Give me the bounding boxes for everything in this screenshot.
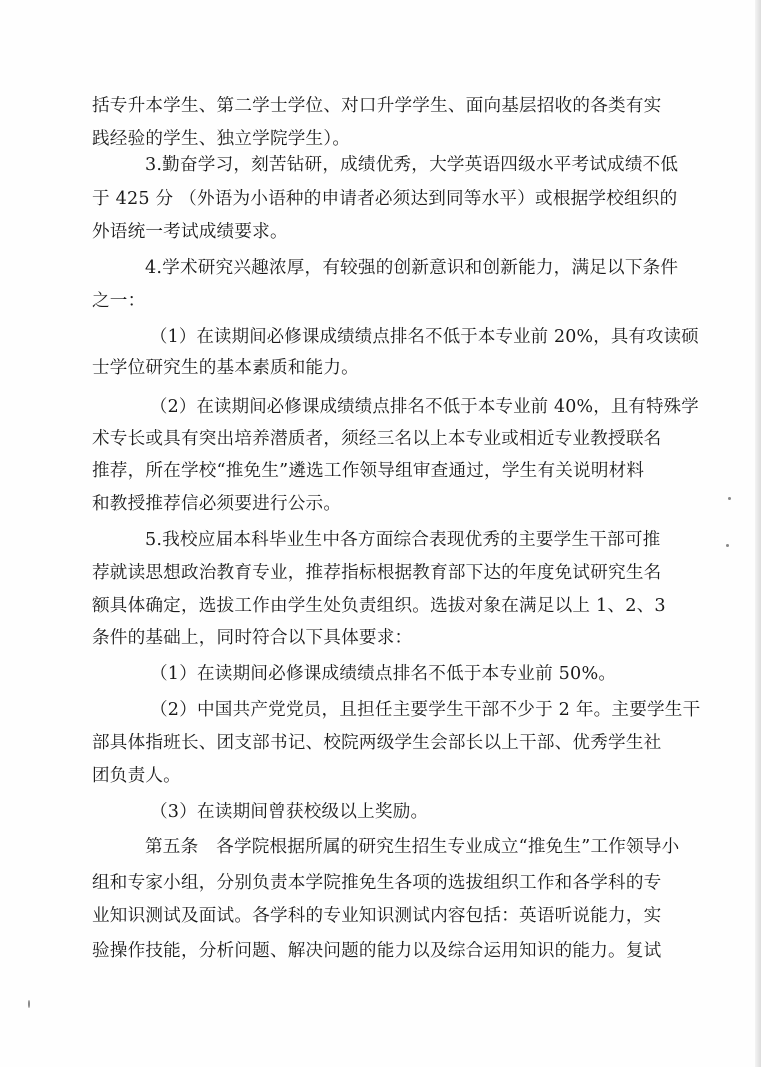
text-line: （1）在读期间必修课成绩绩点排名不低于本专业前 50%。 (150, 664, 617, 684)
text-line: 4.学术研究兴趣浓厚，有较强的创新意识和创新能力，满足以下条件 (145, 258, 679, 278)
text-line: 额具体确定，选拔工作由学生处负责组织。选拔对象在满足以上 1、2、3 (92, 596, 666, 616)
text-line: 第五条 各学院根据所属的研究生招生专业成立“推免生”工作领导小 (145, 837, 680, 857)
text-line: 术专长或具有突出培养潜质者，须经三名以上本专业或相近专业教授联名 (92, 429, 662, 449)
text-line: 5.我校应届本科毕业生中各方面综合表现优秀的主要学生干部可推 (145, 530, 661, 550)
text-line: 士学位研究生的基本素质和能力。 (92, 358, 359, 378)
text-line: 团负责人。 (92, 766, 181, 786)
text-line: 括专升本学生、第二学士学位、对口升学学生、面向基层招收的各类有实 (92, 96, 662, 116)
text-line: 外语统一考试成绩要求。 (92, 222, 288, 242)
text-line: （2）中国共产党党员，且担任主要学生干部不少于 2 年。主要学生干 (150, 700, 701, 720)
scan-speck (726, 544, 729, 547)
text-line: （3）在读期间曾获校级以上奖励。 (150, 802, 429, 822)
text-line: 组和专家小组，分别负责本学院推免生各项的选拔组织工作和各学科的专 (92, 873, 662, 893)
text-line: （2）在读期间必修课成绩绩点排名不低于本专业前 40%，且有特殊学 (150, 397, 699, 417)
text-line: 践经验的学生、独立学院学生）。 (92, 129, 351, 149)
text-line: （1）在读期间必修课成绩绩点排名不低于本专业前 20%，具有攻读硕 (150, 327, 699, 347)
text-line: 3.勤奋学习，刻苦钻研，成绩优秀，大学英语四级水平考试成绩不低 (145, 155, 679, 175)
text-line: 之一： (92, 291, 146, 311)
text-line: 业知识测试及面试。各学科的专业知识测试内容包括：英语听说能力，实 (92, 906, 662, 926)
scan-speck (728, 497, 731, 500)
text-line: 于 425 分 （外语为小语种的申请者必须达到同等水平）或根据学校组织的 (92, 189, 678, 209)
text-line: 条件的基础上，同时符合以下具体要求： (92, 628, 413, 648)
text-line: 验操作技能，分析问题、解决问题的能力以及综合运用知识的能力。复试 (92, 941, 662, 961)
scan-speck (28, 1000, 30, 1008)
text-line: 部具体指班长、团支部书记、校院两级学生会部长以上干部、优秀学生社 (92, 733, 662, 753)
scan-edge (755, 0, 761, 1067)
text-line: 和教授推荐信必须要进行公示。 (92, 494, 342, 514)
text-line: 荐就读思想政治教育专业，推荐指标根据教育部下达的年度免试研究生名 (92, 563, 662, 583)
text-line: 推荐，所在学校“推免生”遴选工作领导组审查通过，学生有关说明材料 (92, 461, 645, 481)
